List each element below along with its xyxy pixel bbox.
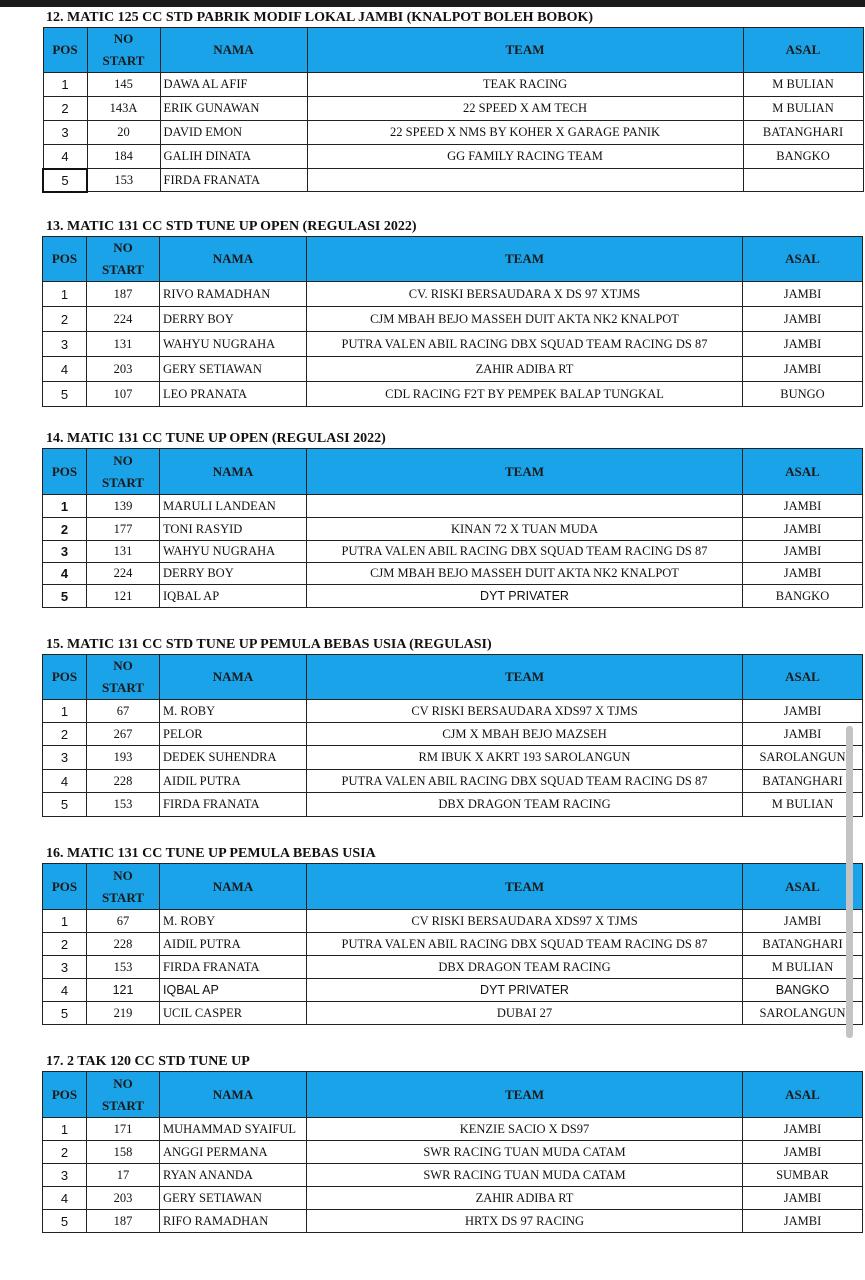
cell-no-start: 203 xyxy=(87,357,160,382)
cell-team: 22 SPEED X NMS BY KOHER X GARAGE PANIK xyxy=(307,121,743,145)
header-pos: POS xyxy=(43,449,87,495)
cell-team: HRTX DS 97 RACING xyxy=(307,1210,743,1233)
cell-asal: JAMBI xyxy=(743,307,863,332)
cell-no-start: 171 xyxy=(87,1118,160,1141)
cell-asal: JAMBI xyxy=(743,1118,863,1141)
cell-asal: BUNGO xyxy=(743,382,863,407)
cell-team: CV RISKI BERSAUDARA XDS97 X TJMS xyxy=(307,700,743,723)
table-row xyxy=(43,1187,863,1210)
header-no-start xyxy=(87,1072,160,1118)
cell-nama: DEDEK SUHENDRA xyxy=(160,746,307,770)
table-header-row xyxy=(43,237,863,282)
cell-nama: MUHAMMAD SYAIFUL xyxy=(160,1118,307,1141)
cell-team: DYT PRIVATER xyxy=(307,979,743,1002)
cell-asal: BATANGHARI xyxy=(743,121,863,145)
table-header-row xyxy=(43,864,863,910)
table-header-row xyxy=(43,449,863,495)
header-no-start xyxy=(87,237,160,282)
cell-no-start: 219 xyxy=(87,1002,160,1025)
cell-no-start: 17 xyxy=(87,1164,160,1187)
cell-asal: JAMBI xyxy=(743,518,863,541)
cell-team: PUTRA VALEN ABIL RACING DBX SQUAD TEAM RACING DS 87 xyxy=(307,770,743,793)
header-asal: ASAL xyxy=(743,237,863,282)
cell-pos: 5 xyxy=(43,585,87,608)
cell-no-start: 228 xyxy=(87,770,160,793)
table-row xyxy=(43,73,863,97)
cell-pos: 3 xyxy=(43,541,87,563)
header-no: NO xyxy=(113,240,133,255)
results-table xyxy=(42,863,863,1025)
cell-team: CV RISKI BERSAUDARA XDS97 X TJMS xyxy=(307,910,743,933)
header-nama: NAMA xyxy=(160,28,307,73)
table-row xyxy=(43,933,863,956)
cell-pos: 4 xyxy=(43,1187,87,1210)
cell-nama: IQBAL AP xyxy=(160,585,307,608)
cell-nama: UCIL CASPER xyxy=(160,1002,307,1025)
cell-pos: 4 xyxy=(43,357,87,382)
cell-asal: SAROLANGUN xyxy=(743,1002,863,1025)
header-asal: ASAL xyxy=(743,655,863,700)
header-nama: NAMA xyxy=(160,449,307,495)
results-table xyxy=(42,1071,863,1233)
cell-nama: RYAN ANANDA xyxy=(160,1164,307,1187)
table-row xyxy=(43,956,863,979)
header-no-start xyxy=(87,449,160,495)
cell-pos: 1 xyxy=(43,700,87,723)
cell-nama: LEO PRANATA xyxy=(160,382,307,407)
cell-team: CJM X MBAH BEJO MAZSEH xyxy=(307,723,743,746)
section-title: 15. MATIC 131 CC STD TUNE UP PEMULA BEBAS USIA (REGULASI) xyxy=(46,637,492,652)
cell-no-start: 228 xyxy=(87,933,160,956)
cell-asal: M BULIAN xyxy=(743,97,863,121)
cell-pos: 2 xyxy=(43,307,87,332)
cell-nama: M. ROBY xyxy=(160,700,307,723)
cell-nama: AIDIL PUTRA xyxy=(160,770,307,793)
table-row xyxy=(43,700,863,723)
cell-asal: JAMBI xyxy=(743,332,863,357)
table-row xyxy=(43,1002,863,1025)
table-row xyxy=(43,1210,863,1233)
cell-pos: 4 xyxy=(43,563,87,585)
header-start: START xyxy=(102,262,144,277)
cell-no-start: 153 xyxy=(87,169,160,192)
table-row xyxy=(43,1141,863,1164)
cell-nama: MARULI LANDEAN xyxy=(160,495,307,518)
table-row xyxy=(43,357,863,382)
table-row xyxy=(43,518,863,541)
header-start: START xyxy=(102,474,144,490)
cell-nama: FIRDA FRANATA xyxy=(160,956,307,979)
cell-nama: FIRDA FRANATA xyxy=(160,793,307,817)
cell-pos: 5 xyxy=(43,793,87,817)
header-no-start xyxy=(87,655,160,700)
cell-no-start: 131 xyxy=(87,332,160,357)
cell-asal: BANGKO xyxy=(743,585,863,608)
cell-no-start: 121 xyxy=(87,979,160,1002)
header-nama: NAMA xyxy=(160,655,307,700)
cell-pos: 4 xyxy=(43,770,87,793)
cell-nama: ANGGI PERMANA xyxy=(160,1141,307,1164)
cell-asal: SUMBAR xyxy=(743,1164,863,1187)
header-team: TEAM xyxy=(307,1072,743,1118)
cell-team xyxy=(307,495,743,518)
cell-asal: M BULIAN xyxy=(743,793,863,817)
cell-nama: DERRY BOY xyxy=(160,307,307,332)
cell-nama: RIVO RAMADHAN xyxy=(160,282,307,307)
cell-pos: 2 xyxy=(43,518,87,541)
cell-pos: 3 xyxy=(43,746,87,770)
header-team: TEAM xyxy=(307,28,743,73)
table-header-row xyxy=(43,1072,863,1118)
cell-pos: 1 xyxy=(43,282,87,307)
cell-no-start: 158 xyxy=(87,1141,160,1164)
cell-team: 22 SPEED X AM TECH xyxy=(307,97,743,121)
table-row xyxy=(43,1118,863,1141)
header-no: NO xyxy=(113,658,133,673)
cell-no-start: 187 xyxy=(87,1210,160,1233)
section-title: 16. MATIC 131 CC TUNE UP PEMULA BEBAS USIA xyxy=(46,846,376,861)
section-title: 17. 2 TAK 120 CC STD TUNE UP xyxy=(46,1054,250,1069)
header-pos: POS xyxy=(43,864,87,910)
cell-team: TEAK RACING xyxy=(307,73,743,97)
cell-nama: GERY SETIAWAN xyxy=(160,1187,307,1210)
race-section-13 xyxy=(42,218,862,407)
cell-no-start: 184 xyxy=(87,145,160,169)
cell-no-start: 67 xyxy=(87,700,160,723)
table-row xyxy=(43,121,863,145)
race-section-15 xyxy=(42,636,862,817)
table-row xyxy=(43,382,863,407)
results-table xyxy=(42,27,864,193)
results-table xyxy=(42,654,863,817)
table-row xyxy=(43,910,863,933)
cell-no-start: 224 xyxy=(87,307,160,332)
cell-team xyxy=(307,169,743,192)
cell-nama: DERRY BOY xyxy=(160,563,307,585)
header-pos: POS xyxy=(43,237,87,282)
cell-asal: JAMBI xyxy=(743,1141,863,1164)
header-start: START xyxy=(102,889,144,905)
cell-team: SWR RACING TUAN MUDA CATAM xyxy=(307,1141,743,1164)
cell-asal: JAMBI xyxy=(743,495,863,518)
results-table xyxy=(42,448,863,608)
cell-asal: BANGKO xyxy=(743,145,863,169)
cell-team: PUTRA VALEN ABIL RACING DBX SQUAD TEAM RACING DS 87 xyxy=(307,541,743,563)
cell-no-start: 153 xyxy=(87,793,160,817)
cell-nama: AIDIL PUTRA xyxy=(160,933,307,956)
cell-no-start: 193 xyxy=(87,746,160,770)
cell-nama: PELOR xyxy=(160,723,307,746)
cell-team: KENZIE SACIO X DS97 xyxy=(307,1118,743,1141)
header-start: START xyxy=(102,680,144,695)
race-section-12 xyxy=(42,9,862,193)
header-asal: ASAL xyxy=(743,449,863,495)
race-section-14 xyxy=(42,430,862,608)
cell-team: GG FAMILY RACING TEAM xyxy=(307,145,743,169)
cell-nama: WAHYU NUGRAHA xyxy=(160,332,307,357)
cell-pos: 3 xyxy=(43,1164,87,1187)
cell-pos: 5 xyxy=(43,1002,87,1025)
cell-pos: 5 xyxy=(43,1210,87,1233)
cell-nama: GALIH DINATA xyxy=(160,145,307,169)
header-nama: NAMA xyxy=(160,237,307,282)
header-no: NO xyxy=(113,31,134,46)
cell-asal: M BULIAN xyxy=(743,73,863,97)
cell-pos: 3 xyxy=(43,121,87,145)
cell-team: CJM MBAH BEJO MASSEH DUIT AKTA NK2 KNALPOT xyxy=(307,307,743,332)
header-pos: POS xyxy=(43,1072,87,1118)
header-team: TEAM xyxy=(307,449,743,495)
header-team: TEAM xyxy=(307,864,743,910)
cell-pos: 1 xyxy=(43,1118,87,1141)
table-row xyxy=(43,793,863,817)
table-row xyxy=(43,746,863,770)
table-row xyxy=(43,563,863,585)
cell-no-start: 177 xyxy=(87,518,160,541)
cell-nama: TONI RASYID xyxy=(160,518,307,541)
cell-no-start: 143A xyxy=(87,97,160,121)
top-edge-bar xyxy=(0,0,865,7)
header-nama: NAMA xyxy=(160,864,307,910)
cell-team: CV. RISKI BERSAUDARA X DS 97 XTJMS xyxy=(307,282,743,307)
cell-asal: BANGKO xyxy=(743,979,863,1002)
cell-team: KINAN 72 X TUAN MUDA xyxy=(307,518,743,541)
cell-pos: 2 xyxy=(43,723,87,746)
table-header-row xyxy=(43,28,863,73)
cell-pos: 1 xyxy=(43,910,87,933)
cell-pos: 2 xyxy=(43,97,87,121)
cell-no-start: 145 xyxy=(87,73,160,97)
table-row xyxy=(43,979,863,1002)
cell-no-start: 153 xyxy=(87,956,160,979)
cell-pos: 3 xyxy=(43,332,87,357)
cell-asal: JAMBI xyxy=(743,1210,863,1233)
cell-nama: DAVID EMON xyxy=(160,121,307,145)
cell-team: CDL RACING F2T BY PEMPEK BALAP TUNGKAL xyxy=(307,382,743,407)
cell-team: DYT PRIVATER xyxy=(307,585,743,608)
header-no: NO xyxy=(113,867,133,883)
table-row xyxy=(43,169,863,192)
cell-asal: SAROLANGUN xyxy=(743,746,863,770)
table-row xyxy=(43,332,863,357)
cell-pos: 1 xyxy=(43,495,87,518)
cell-asal: JAMBI xyxy=(743,282,863,307)
cell-no-start: 20 xyxy=(87,121,160,145)
header-no-start xyxy=(87,864,160,910)
section-title: 13. MATIC 131 CC STD TUNE UP OPEN (REGULASI 2022) xyxy=(46,219,417,234)
cell-team: ZAHIR ADIBA RT xyxy=(307,1187,743,1210)
cell-nama: WAHYU NUGRAHA xyxy=(160,541,307,563)
cell-asal: BATANGHARI xyxy=(743,933,863,956)
cell-pos: 2 xyxy=(43,1141,87,1164)
cell-no-start: 203 xyxy=(87,1187,160,1210)
cell-no-start: 224 xyxy=(87,563,160,585)
cell-asal xyxy=(743,169,863,192)
table-row xyxy=(43,723,863,746)
cell-team: PUTRA VALEN ABIL RACING DBX SQUAD TEAM RACING DS 87 xyxy=(307,933,743,956)
cell-no-start: 131 xyxy=(87,541,160,563)
header-start: START xyxy=(102,53,145,68)
header-start: START xyxy=(102,1097,144,1113)
header-pos: POS xyxy=(43,28,87,73)
cell-asal: JAMBI xyxy=(743,563,863,585)
cell-no-start: 267 xyxy=(87,723,160,746)
cell-pos: 5 xyxy=(43,169,87,192)
table-row xyxy=(43,585,863,608)
cell-team: DBX DRAGON TEAM RACING xyxy=(307,793,743,817)
cell-nama: ERIK GUNAWAN xyxy=(160,97,307,121)
header-no-start xyxy=(87,28,160,73)
race-section-17 xyxy=(42,1053,862,1233)
header-asal: ASAL xyxy=(743,28,863,73)
header-no: NO xyxy=(113,452,133,468)
cell-no-start: 139 xyxy=(87,495,160,518)
table-row xyxy=(43,97,863,121)
cell-pos: 2 xyxy=(43,933,87,956)
table-row xyxy=(43,541,863,563)
cell-team: CJM MBAH BEJO MASSEH DUIT AKTA NK2 KNALPOT xyxy=(307,563,743,585)
table-row xyxy=(43,145,863,169)
cell-no-start: 107 xyxy=(87,382,160,407)
cell-pos: 3 xyxy=(43,956,87,979)
scrollbar[interactable] xyxy=(846,726,853,1038)
cell-no-start: 187 xyxy=(87,282,160,307)
table-row xyxy=(43,770,863,793)
cell-nama: M. ROBY xyxy=(160,910,307,933)
cell-team: SWR RACING TUAN MUDA CATAM xyxy=(307,1164,743,1187)
cell-team: ZAHIR ADIBA RT xyxy=(307,357,743,382)
cell-asal: JAMBI xyxy=(743,700,863,723)
results-table xyxy=(42,236,863,407)
header-nama: NAMA xyxy=(160,1072,307,1118)
cell-asal: M BULIAN xyxy=(743,956,863,979)
cell-asal: BATANGHARI xyxy=(743,770,863,793)
cell-nama: FIRDA FRANATA xyxy=(160,169,307,192)
cell-nama: IQBAL AP xyxy=(160,979,307,1002)
cell-team: PUTRA VALEN ABIL RACING DBX SQUAD TEAM RACING DS 87 xyxy=(307,332,743,357)
cell-pos: 4 xyxy=(43,145,87,169)
header-pos: POS xyxy=(43,655,87,700)
cell-nama: GERY SETIAWAN xyxy=(160,357,307,382)
cell-asal: JAMBI xyxy=(743,357,863,382)
header-team: TEAM xyxy=(307,655,743,700)
cell-no-start: 121 xyxy=(87,585,160,608)
cell-team: DUBAI 27 xyxy=(307,1002,743,1025)
table-row xyxy=(43,495,863,518)
header-asal: ASAL xyxy=(743,864,863,910)
cell-pos: 5 xyxy=(43,382,87,407)
cell-asal: JAMBI xyxy=(743,723,863,746)
table-row xyxy=(43,282,863,307)
table-row xyxy=(43,1164,863,1187)
table-row xyxy=(43,307,863,332)
cell-asal: JAMBI xyxy=(743,1187,863,1210)
cell-asal: JAMBI xyxy=(743,541,863,563)
header-no: NO xyxy=(113,1075,133,1091)
header-team: TEAM xyxy=(307,237,743,282)
section-title: 14. MATIC 131 CC TUNE UP OPEN (REGULASI 2022) xyxy=(46,431,386,446)
table-header-row xyxy=(43,655,863,700)
section-title: 12. MATIC 125 CC STD PABRIK MODIF LOKAL JAMBI (KNALPOT BOLEH BOBOK) xyxy=(46,10,594,25)
cell-team: RM IBUK X AKRT 193 SAROLANGUN xyxy=(307,746,743,770)
cell-no-start: 67 xyxy=(87,910,160,933)
cell-pos: 1 xyxy=(43,73,87,97)
cell-asal: JAMBI xyxy=(743,910,863,933)
cell-team: DBX DRAGON TEAM RACING xyxy=(307,956,743,979)
header-asal: ASAL xyxy=(743,1072,863,1118)
cell-nama: RIFO RAMADHAN xyxy=(160,1210,307,1233)
cell-pos: 4 xyxy=(43,979,87,1002)
race-section-16 xyxy=(42,845,862,1025)
cell-nama: DAWA AL AFIF xyxy=(160,73,307,97)
